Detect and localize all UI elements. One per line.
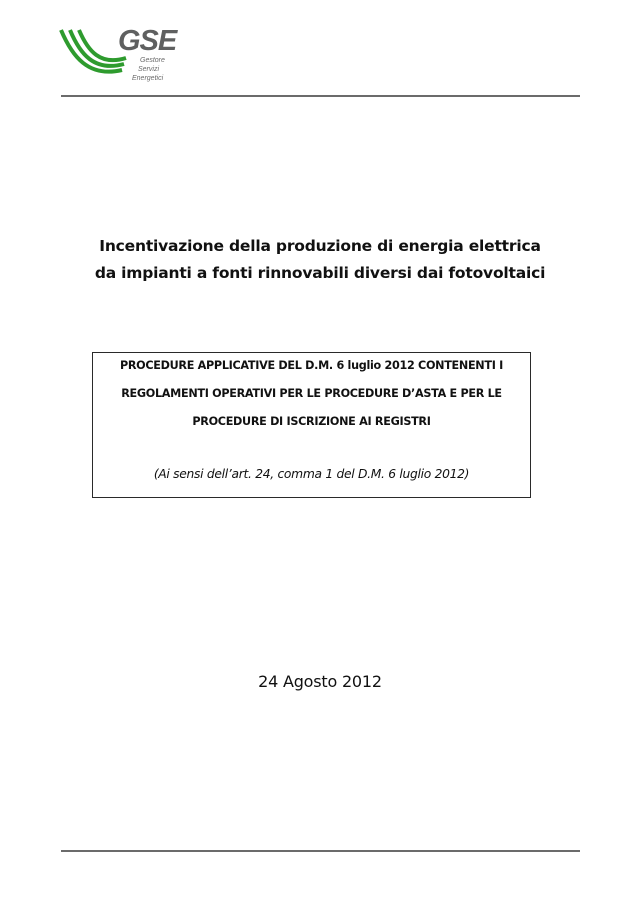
- logo-subtitle-line: Gestore: [140, 57, 165, 64]
- box-heading-line: PROCEDURE APPLICATIVE DEL D.M. 6 luglio 2012 CONTENENTI I: [119, 359, 504, 372]
- box-heading-line: PROCEDURE DI ISCRIZIONE AI REGISTRI: [192, 415, 431, 428]
- document-date: 24 Agosto 2012: [258, 672, 382, 691]
- legal-reference-note: (Ai sensi dell’art. 24, comma 1 del D.M. 6 luglio 2012): [153, 467, 470, 481]
- gse-logo: [58, 26, 178, 88]
- logo-brand: GSE: [118, 25, 177, 57]
- title-line: Incentivazione della produzione di energia elettrica: [99, 237, 541, 255]
- box-heading-line: REGOLAMENTI OPERATIVI PER LE PROCEDURE D’ASTA E PER LE: [121, 387, 502, 400]
- footer-divider: [61, 850, 580, 852]
- logo-subtitle-line: Energetici: [132, 75, 164, 82]
- logo-subtitle-line: Servizi: [138, 66, 160, 73]
- procedure-box: [92, 352, 531, 498]
- header-divider: [61, 95, 580, 97]
- document-title: [0, 233, 640, 287]
- title-line: da impianti a fonti rinnovabili diversi dai fotovoltaici: [94, 264, 546, 282]
